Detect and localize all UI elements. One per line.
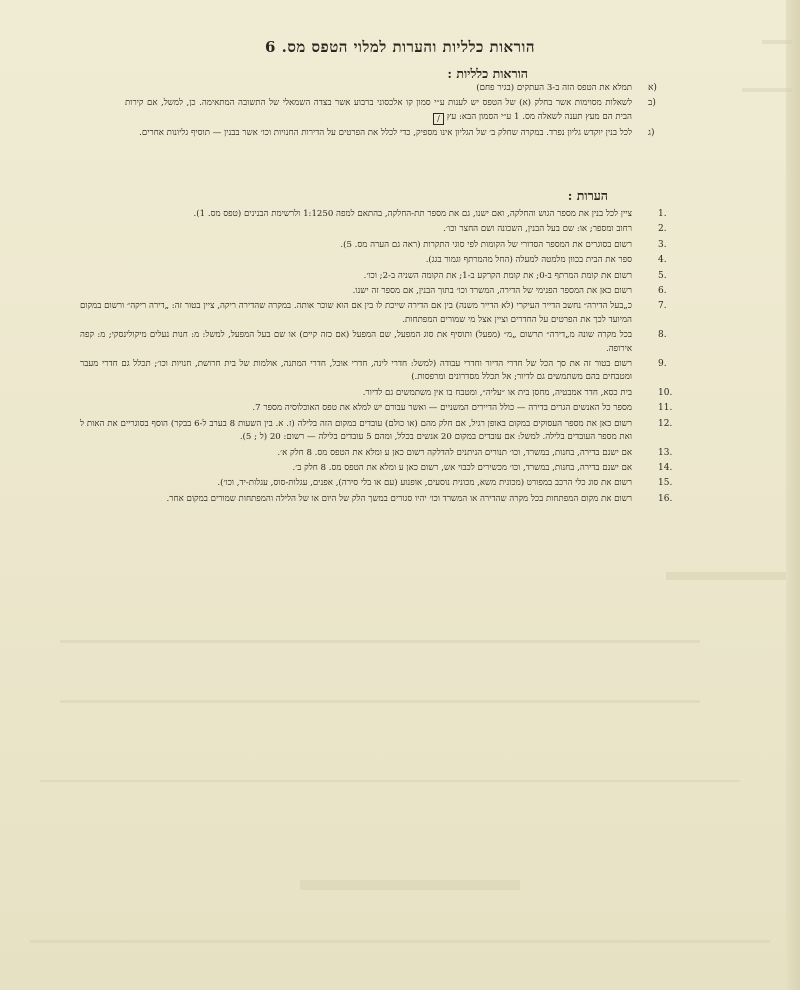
item-marker: 13. [658, 447, 673, 458]
bleed-through [30, 940, 770, 943]
general-item [125, 127, 655, 140]
item-text: לכל בנין יוקדש גליון נפרד. במקרה שחלק ב׳ של הגליון אינו מספיק, כדי לכלל את הפרטים על הדירות החנויות וכו׳ אשר בבנין — תוסיף גליונות אחרים. [139, 127, 632, 138]
note-item [80, 387, 673, 400]
note-item [80, 270, 667, 283]
note-item [80, 285, 667, 298]
item-marker: 11. [658, 403, 673, 414]
general-item [125, 97, 656, 124]
bleed-through [60, 700, 700, 703]
item-marker: א) [648, 83, 657, 93]
note-item [80, 239, 667, 252]
item-marker: 12. [658, 418, 673, 429]
item-marker: 15. [658, 478, 673, 489]
item-marker: 16. [658, 493, 673, 504]
item-text-body: לשאלות מסוימות אשר בחלק (א) של הטפס יש לענות ע״י סמון קו אלכסוני ברבוע אשר בצדה השמאלי של התשובה המתאימה. כן, למשל, אם קירות הבית הם מעץ תענה לשאלה מס. 1 ע״י הסמון הבא: עץ [125, 98, 632, 122]
item-text: תמלא את הטפס הזה ב-3 העתקים (בגיר פחם) [476, 83, 632, 93]
note-item [80, 223, 667, 236]
item-marker: ג) [648, 127, 655, 138]
item-marker: ב) [648, 98, 656, 109]
item-text: מספר כל האנשים הגרים בדירה — כולל הדיירים המשניים — ואשר עבורם יש למלא את טפס האוכלוסיה מספר 7. [252, 403, 632, 414]
general-instructions-list [125, 82, 657, 142]
notes-list [80, 208, 673, 508]
item-text: אם ישנם בדירה, בחנות, במשרד, וכו׳ מכשירים לכבוי אש, רשום כאן ע ומלא את הטפס מס. 8 חלק ב׳. [292, 462, 632, 473]
item-marker: 9. [658, 359, 667, 370]
item-text: רשום את סוג כלי הרכב במפורט (מכונית משא, מכונית נוסעים, אופנוע (עם או בלי סירה), אפנים, עגלות-סוס, עגלות-יד, וכו׳). [217, 478, 632, 489]
bleed-through [742, 88, 792, 92]
item-marker: 8. [658, 330, 667, 341]
bleed-through [40, 780, 740, 782]
bleed-through [300, 880, 520, 890]
item-text: בית כסא, חדר אמבטיה, מחסן בית או ״עליה״, ומטבח בו אין משתמשים גם לדיור. [362, 387, 632, 398]
bleed-through [762, 40, 792, 44]
item-text: בכל מקרה שונה מ„דירה״ תרשום „מ״ (מפעל) ותוסיף את סוג המפעל, שם המפעל (אם כזה קיים) או שם בעל המפעל, למשל: מ: חנות נעלים מיקולינסקי; מ: קפה אירופה. [80, 330, 632, 354]
checkbox-slash-icon: / [433, 113, 444, 125]
item-text: רשום את מקום המפתחות בכל מקרה שהדירה או המשרד וכו׳ יהיו סגורים במשך הלק של היום או של הלילה והמפתחות שמורים במקום אחר. [166, 493, 632, 504]
note-item [80, 358, 667, 385]
notes-heading: הערות : [567, 188, 608, 203]
item-text: ספר את הבית בכוון מלמטה למעלה (החל מהמרתף וגמור בגג). [425, 255, 632, 266]
note-item [80, 300, 667, 327]
note-item [80, 477, 673, 490]
item-text: אם ישנם בדירה, בחנות, במשרד, וכו׳ תנורים הניתנים להדלקה רשום כאן ע ומלא את הטפס מס. 8 חלק א׳. [277, 447, 632, 458]
item-marker: 10. [658, 387, 673, 398]
page-title: הוראות כלליות והערות למלוי הטפס מס. 6 [264, 38, 536, 56]
item-text: רשום כאן את המספר הפנימי של הדירה, המשרד וכו׳ בתוך הבנין, אם מספר זה ישנו. [352, 286, 632, 297]
item-text: ציין לכל בנין את מספר הגוש והחלקה, ואם ישנו, גם את מספר תת-החלקה, בהתאם למפה 1:1250 ולרשימת הבנינים (טפס מס. 1). [193, 209, 632, 219]
item-text: כ„בעל הדירה״ נחשב הדייר העיקרי (לא הדייר משנה) בין אם הדירה שייכת לו בין אם הוא שוכר אותה. במקרה שהדירה ריקה, ציין בטור זה: „דירה ריקה״ ורשום במקום המיועד לכך את הפרטים על החדרים וציין אצל מי שמורים המפתחות. [80, 301, 632, 325]
general-item [125, 82, 657, 95]
general-instructions-heading: הוראות כלליות : [447, 66, 528, 81]
item-text: רחוב ומספר; או: שם בעל הבנין, השכונה ושם החצר וכו׳. [443, 224, 632, 235]
item-text: רשום בסוגרים את המספר הסדורי של הקומות לפי סוגי התקרות (ראה גם הערה מס. 5). [340, 239, 632, 250]
item-marker: 5. [658, 270, 667, 281]
item-text [125, 97, 632, 124]
item-marker: 1. [658, 209, 667, 219]
item-text: רשום את קומת המרתף ב-0; את קומת הקרקע ב-1; את הקומה השניה ב-2; וכו׳. [363, 270, 632, 281]
note-item [80, 254, 667, 267]
note-item [80, 493, 673, 506]
item-marker: 4. [658, 255, 667, 266]
note-item [80, 329, 667, 356]
bleed-through [60, 640, 700, 643]
paper-edge [786, 0, 800, 990]
item-marker: 2. [658, 224, 667, 235]
note-item [80, 402, 673, 415]
item-marker: 14. [658, 462, 673, 473]
note-item [80, 208, 667, 221]
item-text: רשום כאן את מספר העסוקים במקום באופן רגיל, אם חלק מהם (או כולם) עובדים במקום הזה בלילה (ז. א. בין השעות 8 בערב ל-6 בבקר) הוסף בסוגריים את האות ל ואת מספר העובדים בלילה. למשל: אם עובדים במקום 20 אנשים בכלל, ומהם 5 עובדים בלילה — רשום: 20 (ל ; 5). [80, 418, 632, 443]
item-marker: 7. [658, 301, 667, 312]
item-marker: 3. [658, 239, 667, 250]
note-item [80, 462, 673, 475]
item-text: רשום בטור זה את סך הכל של חדרי הדיור וחדרי עבודה (למשל: חדרי לינה, חדרי אוכל, חדרי המתנה, אולמות של בית חרושת, חנויות וכו׳; תכלל גם חדרי מעבר ומטבחים בהם משתמשים גם לדיור; אל תכלל מסדרונים ומרפסות.) [80, 359, 632, 383]
item-marker: 6. [658, 286, 667, 297]
note-item [80, 418, 673, 445]
bleed-through [666, 572, 786, 580]
note-item [80, 447, 673, 460]
